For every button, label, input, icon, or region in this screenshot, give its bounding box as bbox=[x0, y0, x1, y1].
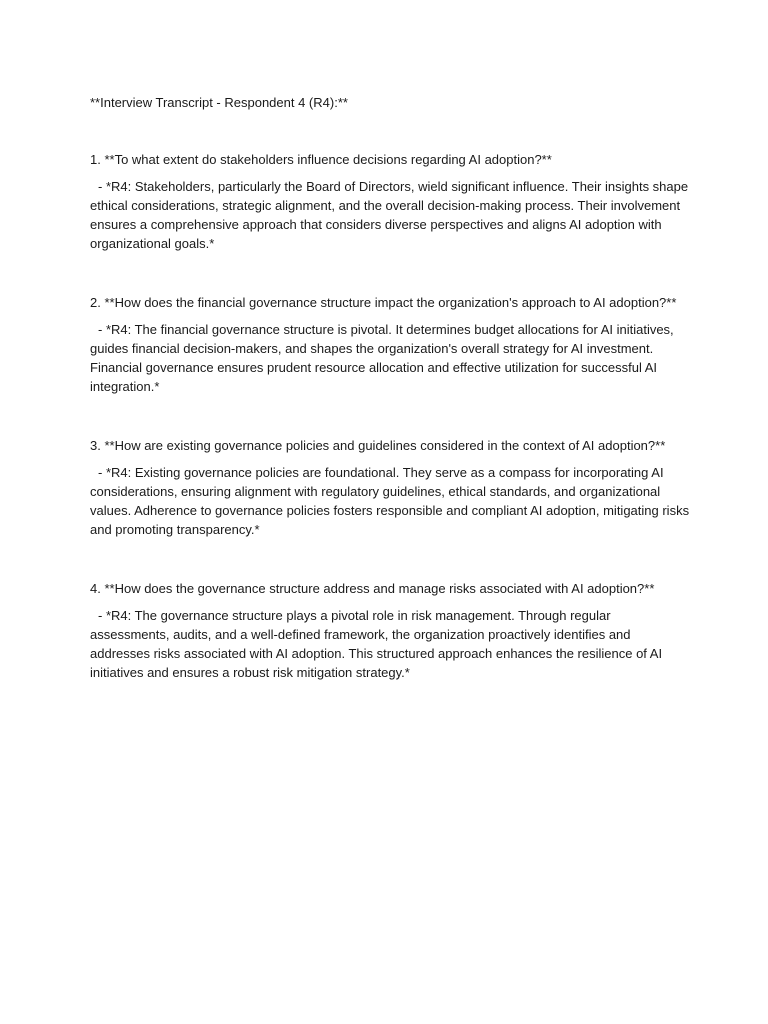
answer-1: - *R4: Stakeholders, particularly the Board of Directors, wield significant influence. Their insights shape ethical considerations, strategic alignment, and the overall decision-making process. Their involvement ensures a comprehensive approach that considers diverse perspectives and aligns AI adoption with organizational goals.* bbox=[90, 179, 689, 251]
question-1: 1. **To what extent do stakeholders influence decisions regarding AI adoption?** bbox=[90, 152, 552, 167]
answer-2: - *R4: The financial governance structure is pivotal. It determines budget allocations for AI initiatives, guides financial decision-makers, and shapes the organization's overall strategy for AI investment. Financial governance ensures prudent resource allocation and effective utilization for successful AI integration.* bbox=[90, 322, 674, 394]
answer-4: - *R4: The governance structure plays a pivotal role in risk management. Through regular assessments, audits, and a well-defined framework, the organization proactively identifies and addresses risks associated with AI adoption. This structured approach enhances the resilience of AI initiatives and ensures a robust risk mitigation strategy.* bbox=[90, 608, 663, 680]
document-body bbox=[90, 93, 690, 722]
question-4: 4. **How does the governance structure address and manage risks associated with AI adoption?** bbox=[90, 581, 655, 596]
document-title: **Interview Transcript - Respondent 4 (R4):** bbox=[90, 95, 348, 110]
question-3: 3. **How are existing governance policies and guidelines considered in the context of AI adoption?** bbox=[90, 438, 666, 453]
answer-3: - *R4: Existing governance policies are foundational. They serve as a compass for incorporating AI considerations, ensuring alignment with regulatory guidelines, ethical standards, and organizational values. Adherence to governance policies fosters responsible and compliant AI adoption, mitigating risks and promoting transparency.* bbox=[90, 465, 690, 537]
qa-item-4 bbox=[90, 579, 690, 682]
question-2: 2. **How does the financial governance structure impact the organization's approach to AI adoption?** bbox=[90, 295, 677, 310]
qa-item-3 bbox=[90, 436, 690, 539]
qa-item-2 bbox=[90, 293, 690, 396]
qa-item-1 bbox=[90, 150, 690, 253]
